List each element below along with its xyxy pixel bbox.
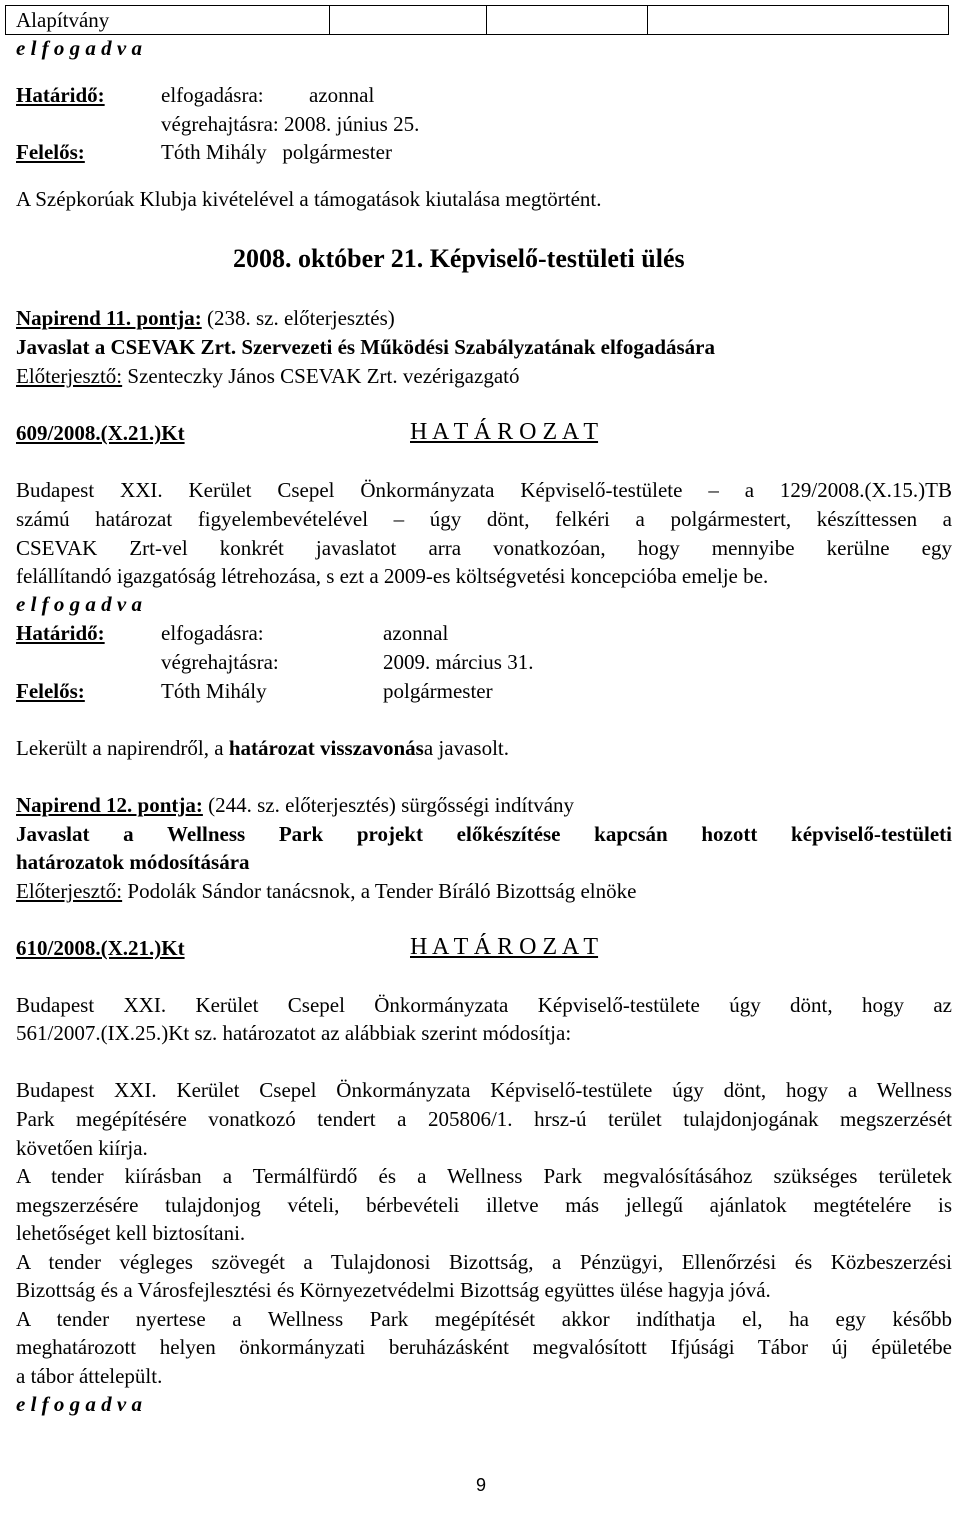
resolution-number-609: 609/2008.(X.21.)Kt <box>16 421 185 445</box>
item12-proposal-line: határozatok módosítására <box>16 850 250 874</box>
item12-para4-line: meghatározott helyen önkormányzati beruházásként megvalósított Ifjúsági Tábor új épületébe <box>16 1335 952 1359</box>
removed-note <box>16 736 509 761</box>
item11-presenter-label: Előterjesztő: <box>16 364 123 388</box>
item12-para2-line: A tender kiírásban a Termálfürdő és a Wellness Park megvalósításához szükséges területek <box>16 1164 952 1188</box>
item12-presenter-label: Előterjesztő: <box>16 879 123 903</box>
item11-presenter-value: Szenteczky János CSEVAK Zrt. vezérigazgató <box>122 364 520 388</box>
item11-text-line: Budapest XXI. Kerület Csepel Önkormányzata Képviselő-testülete – a 129/2008.(X.15.)TB <box>16 478 952 502</box>
item12-para3-line: Bizottság és a Városfejlesztési és Környezetvédelmi Bizottság együttes ülése hagyja jóvá. <box>16 1278 771 1302</box>
acceptance-value-609: azonnal <box>383 621 449 645</box>
resolution-title-610: H A T Á R O Z A T <box>410 934 599 960</box>
responsible-title-609: polgármester <box>383 679 493 703</box>
meeting-title: 2008. október 21. Képviselő-testületi ülés <box>233 244 685 273</box>
acceptance-value-top: azonnal <box>309 83 375 107</box>
item12-heading-rest: (244. sz. előterjesztés) sürgősségi indítvány <box>202 793 575 817</box>
header-cell-3 <box>487 6 648 35</box>
approved-label-top: e l f o g a d v a <box>16 36 142 60</box>
item12-para4-line: a tábor áttelepült. <box>16 1364 163 1388</box>
item12-para1-line: Budapest XXI. Kerület Csepel Önkormányzata Képviselő-testülete úgy dönt, hogy a Wellness <box>16 1078 952 1102</box>
header-cell-4 <box>648 6 949 35</box>
deadline-label-609: Határidő: <box>16 621 105 645</box>
item11-text-line: felállítandó igazgatóság létrehozása, s ezt a 2009-es költségvetési koncepcióba emelje be. <box>16 564 769 588</box>
acceptance-label-609: elfogadásra: <box>161 621 264 645</box>
page-number: 9 <box>476 1475 487 1495</box>
responsible-name-609: Tóth Mihály <box>161 679 267 703</box>
resolution-title-609: H A T Á R O Z A T <box>410 419 599 445</box>
note-text: A Szépkorúak Klubja kivételével a támogatások kiutalása megtörtént. <box>16 187 602 211</box>
approved-label-610: e l f o g a d v a <box>16 1392 142 1416</box>
item12-para3-line: A tender végleges szövegét a Tulajdonosi Bizottság, a Pénzügyi, Ellenőrzési és Közbeszerzési <box>16 1250 952 1274</box>
item12-heading <box>16 793 574 818</box>
header-cell-1: Alapítvány <box>6 6 330 35</box>
item11-presenter <box>16 364 519 389</box>
removed-note-bold: határozat visszavonás <box>228 736 424 760</box>
removed-note-suffix: a javasolt. <box>423 736 509 760</box>
header-table <box>5 5 949 35</box>
item12-para1-line: Park megépítésére vonatkozó tendert a 205806/1. hrsz-ú terület tulajdonjogának megszerzését <box>16 1107 952 1131</box>
execution-value-609: 2009. március 31. <box>383 650 534 674</box>
item12-para2-line: lehetőséget kell biztosítani. <box>16 1221 246 1245</box>
item11-proposal: Javaslat a CSEVAK Zrt. Szervezeti és Működési Szabályzatának elfogadására <box>16 335 715 359</box>
item12-presenter-value: Podolák Sándor tanácsnok, a Tender Bíráló Bizottság elnöke <box>122 879 637 903</box>
item11-heading-rest: (238. sz. előterjesztés) <box>201 306 395 330</box>
item12-intro-line: Budapest XXI. Kerület Csepel Önkormányzata Képviselő-testülete úgy dönt, hogy az <box>16 993 952 1017</box>
item11-heading <box>16 306 395 331</box>
approved-label-609: e l f o g a d v a <box>16 592 142 616</box>
item11-text-line: számú határozat figyelembevételével – úgy dönt, felkéri a polgármestert, készíttessen a <box>16 507 952 531</box>
removed-note-prefix: Lekerült a napirendről, a <box>16 736 229 760</box>
item12-intro-line: 561/2007.(IX.25.)Kt sz. határozatot az alábbiak szerint módosítja: <box>16 1021 572 1045</box>
item12-para1-line: követően kiírja. <box>16 1136 148 1160</box>
deadline-label-top: Határidő: <box>16 83 105 107</box>
item12-heading-label: Napirend 12. pontja: <box>16 793 203 817</box>
item11-heading-label: Napirend 11. pontja: <box>16 306 202 330</box>
acceptance-label-top: elfogadásra: <box>161 83 264 107</box>
execution-text-top: végrehajtásra: 2008. június 25. <box>161 112 420 136</box>
item12-presenter <box>16 879 636 904</box>
item12-para2-line: megszerzésére tulajdonjog vételi, bérbevételi illetve más jellegű ajánlatok megtételére is <box>16 1193 952 1217</box>
item12-para4-line: A tender nyertese a Wellness Park megépítését akkor indíthatja el, ha egy később <box>16 1307 952 1331</box>
item12-proposal-line: Javaslat a Wellness Park projekt előkészítése kapcsán hozott képviselő-testületi <box>16 822 952 846</box>
resolution-number-610: 610/2008.(X.21.)Kt <box>16 936 185 960</box>
responsible-label-top: Felelős: <box>16 140 85 164</box>
execution-label-609: végrehajtásra: <box>161 650 279 674</box>
header-cell-2 <box>330 6 487 35</box>
item11-text-line: CSEVAK Zrt-vel konkrét javaslatot arra vonatkozóan, hogy mennyibe kerülne egy <box>16 536 952 560</box>
responsible-label-609: Felelős: <box>16 679 85 703</box>
responsible-value-top: Tóth Mihály polgármester <box>161 140 392 164</box>
